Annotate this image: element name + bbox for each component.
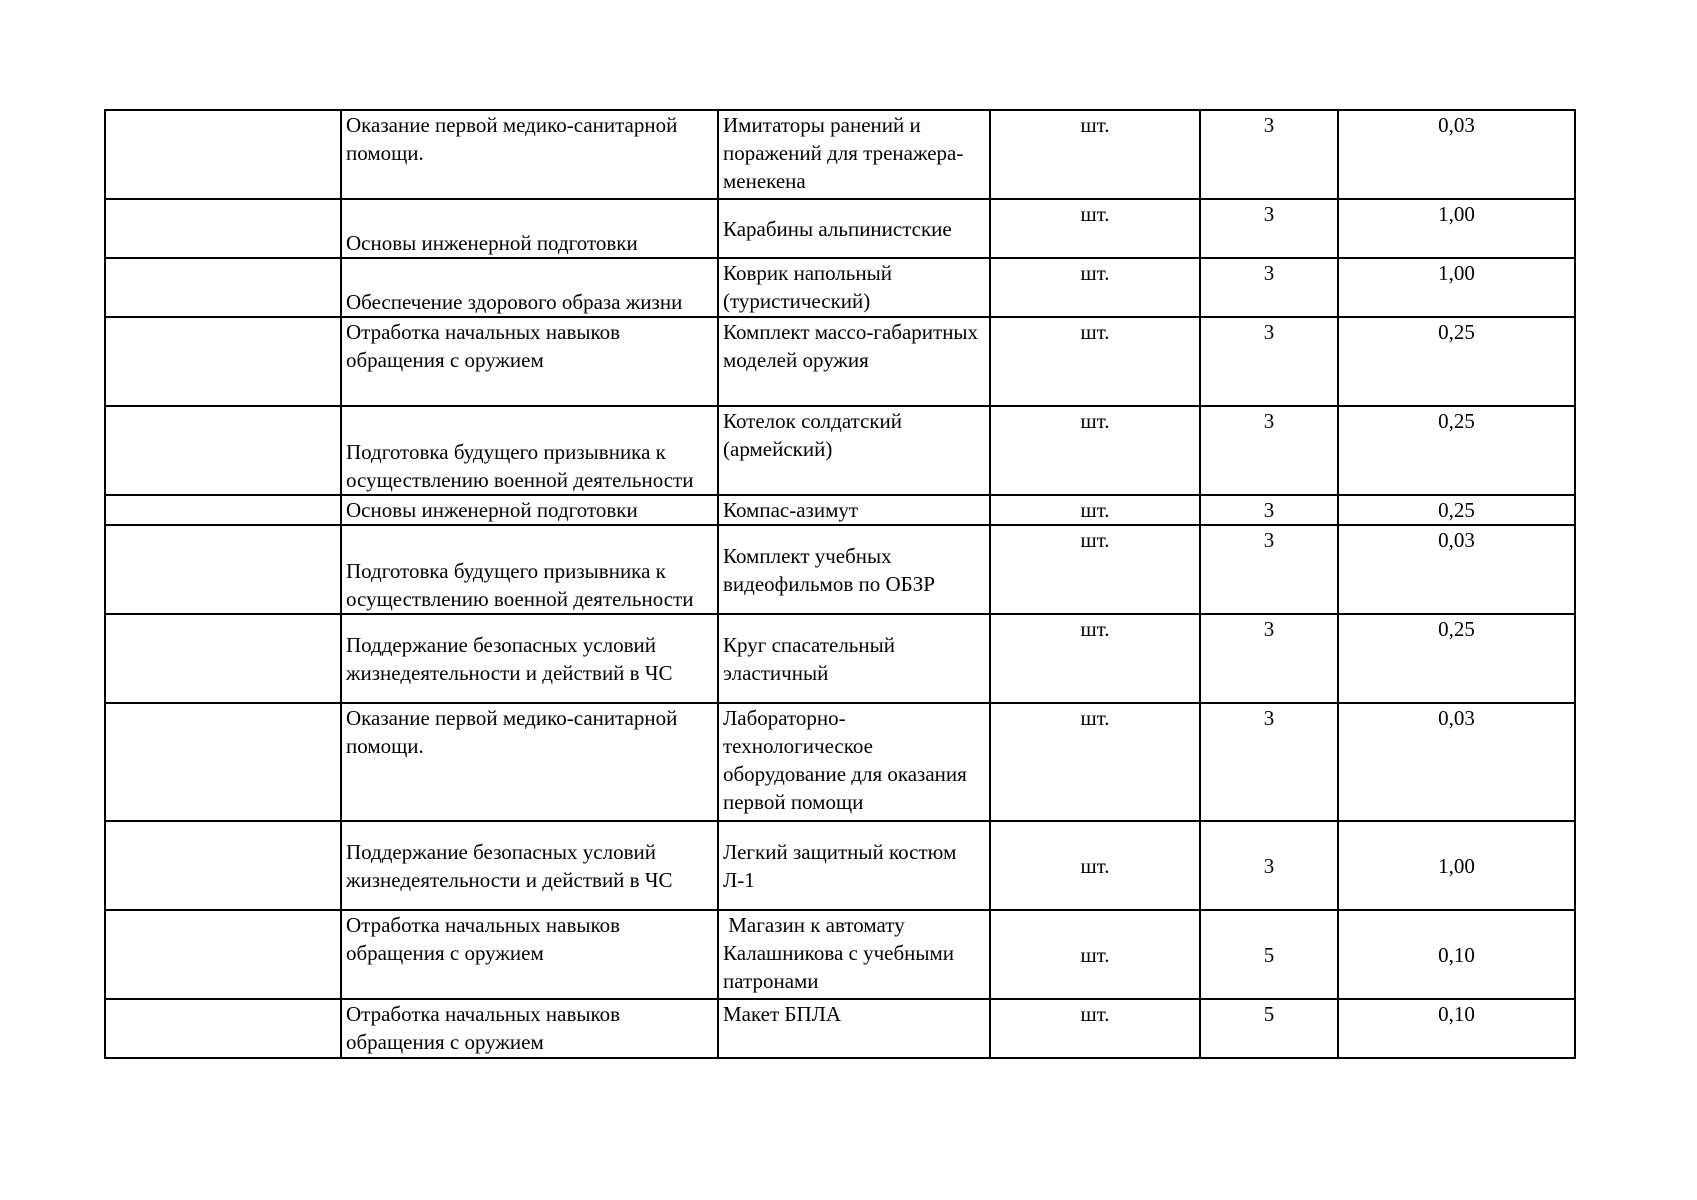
empty-cell	[105, 406, 341, 495]
unit-cell: шт.	[990, 199, 1200, 258]
item-cell: Макет БПЛА	[718, 999, 990, 1058]
unit-cell: шт.	[990, 406, 1200, 495]
table-row	[105, 317, 1575, 406]
empty-cell	[105, 614, 341, 703]
unit-cell: шт.	[990, 821, 1200, 910]
empty-cell	[105, 821, 341, 910]
ratio-cell: 0,25	[1338, 614, 1575, 703]
item-cell: Компас-азимут	[718, 495, 990, 525]
item-cell: Круг спасательный эластичный	[718, 614, 990, 703]
unit-cell: шт.	[990, 317, 1200, 406]
qty-cell: 3	[1200, 110, 1338, 199]
empty-cell	[105, 199, 341, 258]
item-cell: Магазин к автомату Калашникова с учебными патронами	[718, 910, 990, 999]
qty-cell: 3	[1200, 199, 1338, 258]
ratio-cell: 1,00	[1338, 199, 1575, 258]
ratio-cell: 0,03	[1338, 703, 1575, 821]
item-cell: Котелок солдатский (армейский)	[718, 406, 990, 495]
unit-cell: шт.	[990, 910, 1200, 999]
ratio-cell: 1,00	[1338, 258, 1575, 317]
topic-cell: Поддержание безопасных условий жизнедеятельности и действий в ЧС	[341, 821, 718, 910]
qty-cell: 3	[1200, 703, 1338, 821]
unit-cell: шт.	[990, 525, 1200, 614]
table-row	[105, 999, 1575, 1058]
topic-cell: Отработка начальных навыков обращения с оружием	[341, 999, 718, 1058]
topic-cell: Основы инженерной подготовки	[341, 199, 718, 258]
empty-cell	[105, 910, 341, 999]
topic-cell: Оказание первой медико-санитарной помощи.	[341, 703, 718, 821]
qty-cell: 3	[1200, 495, 1338, 525]
table-row	[105, 495, 1575, 525]
empty-cell	[105, 258, 341, 317]
empty-cell	[105, 525, 341, 614]
topic-cell: Подготовка будущего призывника к осуществлению военной деятельности	[341, 406, 718, 495]
empty-cell	[105, 110, 341, 199]
table-row	[105, 703, 1575, 821]
qty-cell: 5	[1200, 910, 1338, 999]
qty-cell: 3	[1200, 406, 1338, 495]
topic-cell: Оказание первой медико-санитарной помощи.	[341, 110, 718, 199]
unit-cell: шт.	[990, 703, 1200, 821]
table-row	[105, 258, 1575, 317]
table-row	[105, 406, 1575, 495]
table-row	[105, 525, 1575, 614]
item-cell: Карабины альпинистские	[718, 199, 990, 258]
ratio-cell: 0,25	[1338, 317, 1575, 406]
item-cell: Имитаторы ранений и поражений для тренажера-менекена	[718, 110, 990, 199]
table-row	[105, 199, 1575, 258]
unit-cell: шт.	[990, 614, 1200, 703]
empty-cell	[105, 495, 341, 525]
table-row	[105, 910, 1575, 999]
topic-cell: Отработка начальных навыков обращения с оружием	[341, 317, 718, 406]
empty-cell	[105, 999, 341, 1058]
unit-cell: шт.	[990, 110, 1200, 199]
item-cell: Лабораторно-технологическое оборудование для оказания первой помощи	[718, 703, 990, 821]
qty-cell: 3	[1200, 525, 1338, 614]
topic-cell: Поддержание безопасных условий жизнедеятельности и действий в ЧС	[341, 614, 718, 703]
ratio-cell: 0,25	[1338, 495, 1575, 525]
qty-cell: 5	[1200, 999, 1338, 1058]
item-cell: Комплект учебных видеофильмов по ОБЗР	[718, 525, 990, 614]
topic-cell: Основы инженерной подготовки	[341, 495, 718, 525]
item-cell: Комплект массо-габаритных моделей оружия	[718, 317, 990, 406]
qty-cell: 3	[1200, 317, 1338, 406]
equipment-table	[104, 109, 1576, 1059]
table-row	[105, 821, 1575, 910]
table-row	[105, 110, 1575, 199]
qty-cell: 3	[1200, 614, 1338, 703]
topic-cell: Подготовка будущего призывника к осуществлению военной деятельности	[341, 525, 718, 614]
table-row	[105, 614, 1575, 703]
unit-cell: шт.	[990, 495, 1200, 525]
item-cell: Легкий защитный костюм Л-1	[718, 821, 990, 910]
ratio-cell: 0,03	[1338, 525, 1575, 614]
unit-cell: шт.	[990, 258, 1200, 317]
empty-cell	[105, 317, 341, 406]
item-cell: Коврик напольный (туристический)	[718, 258, 990, 317]
topic-cell: Обеспечение здорового образа жизни	[341, 258, 718, 317]
unit-cell: шт.	[990, 999, 1200, 1058]
empty-cell	[105, 703, 341, 821]
qty-cell: 3	[1200, 258, 1338, 317]
qty-cell: 3	[1200, 821, 1338, 910]
ratio-cell: 0,10	[1338, 910, 1575, 999]
ratio-cell: 0,10	[1338, 999, 1575, 1058]
topic-cell: Отработка начальных навыков обращения с оружием	[341, 910, 718, 999]
ratio-cell: 0,25	[1338, 406, 1575, 495]
ratio-cell: 1,00	[1338, 821, 1575, 910]
ratio-cell: 0,03	[1338, 110, 1575, 199]
